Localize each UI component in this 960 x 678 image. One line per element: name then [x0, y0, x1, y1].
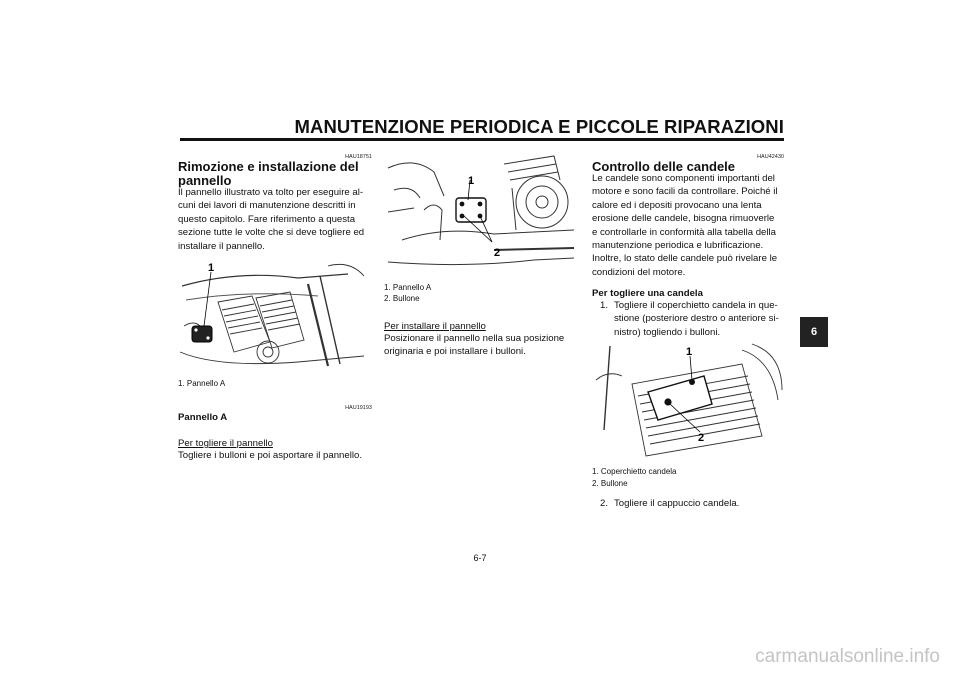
page-header-title: MANUTENZIONE PERIODICA E PICCOLE RIPARAZIONI: [294, 116, 784, 137]
step-2-text: Togliere il cappuccio candela.: [614, 498, 740, 509]
paragraph-line: condizioni del motore.: [592, 266, 686, 278]
paragraph-line: manutenzione periodica e lubrificazione.: [592, 240, 764, 252]
figure-caption-2: 2. Bullone: [384, 294, 420, 303]
remove-panel-text: Togliere i bulloni e poi asportare il pannello.: [178, 450, 362, 461]
section-heading: Controllo delle candele: [592, 159, 736, 174]
paragraph-line: installare il pannello.: [178, 240, 265, 252]
section-heading-line1: Rimozione e installazione del: [178, 159, 359, 174]
paragraph-line: motore e sono facili da controllare. Poiché il: [592, 186, 778, 198]
paragraph-line: originaria e poi installare i bulloni.: [384, 346, 526, 358]
figure-caption-1: 1. Pannello A: [384, 283, 432, 292]
figure-callout-1: 1: [208, 262, 215, 274]
header-rule: [180, 138, 784, 141]
install-panel-title: Per installare il pannello: [384, 321, 486, 332]
reference-code: HAU42430: [757, 154, 784, 160]
paragraph-line: Le candele sono componenti importanti del: [592, 173, 775, 184]
step-line: Togliere il coperchietto candela in que-: [614, 300, 778, 311]
intro-paragraph: [178, 186, 372, 253]
reference-code: HAU18751: [345, 154, 372, 160]
paragraph-line: erosione delle candele, bisogna rimuoverle: [592, 213, 775, 225]
paragraph-line: Il pannello illustrato va tolto per eseguire al-: [178, 187, 364, 198]
spark-plug-cap-figure: [592, 340, 784, 464]
page-number: 6-7: [473, 553, 487, 563]
watermark: carmanualsonline.info: [755, 646, 940, 667]
step-number: 1.: [600, 300, 609, 311]
paragraph-line: Inoltre, lo stato delle candele può rivelare le: [592, 253, 778, 265]
section-tab[interactable]: 6: [800, 317, 828, 347]
figure-callout-1: 1: [468, 175, 475, 187]
figure-caption-2: 2. Bullone: [592, 479, 628, 488]
figure-callout-1: 1: [686, 346, 693, 358]
paragraph-line: Posizionare il pannello nella sua posizione: [384, 333, 565, 344]
figure-caption: 1. Pannello A: [178, 379, 226, 388]
section-heading-line2: pannello: [178, 173, 232, 188]
remove-spark-plug-subheading: Per togliere una candela: [592, 288, 703, 299]
install-panel-text: [384, 332, 578, 359]
paragraph-line: questo capitolo. Fare riferimento a questa: [178, 213, 356, 225]
step-1-text: [614, 299, 784, 339]
paragraph-line: e controllarle in conformità alla tabella della: [592, 226, 776, 238]
reference-code: HAU19193: [345, 405, 372, 411]
step-line: nistro) togliendo i bulloni.: [614, 326, 721, 338]
figure-callout-2: 2: [698, 432, 705, 444]
paragraph-line: sezione tutte le volte che si deve togliere ed: [178, 227, 365, 239]
paragraph-line: calore ed i depositi provocano una lenta: [592, 199, 762, 211]
remove-panel-title: Per togliere il pannello: [178, 438, 273, 449]
motorcycle-panel-figure: [178, 256, 372, 374]
panel-subheading: Pannello A: [178, 412, 228, 423]
paragraph-line: cuni dei lavori di manutenzione descritti in: [178, 200, 356, 212]
step-number: 2.: [600, 498, 609, 509]
figure-caption-1: 1. Coperchietto candela: [592, 467, 677, 476]
figure-callout-2: 2: [494, 247, 501, 259]
panel-bolt-figure: [384, 150, 578, 278]
step-line: stione (posteriore destro o anteriore si-: [614, 313, 779, 325]
spark-plug-paragraph: [592, 172, 784, 279]
